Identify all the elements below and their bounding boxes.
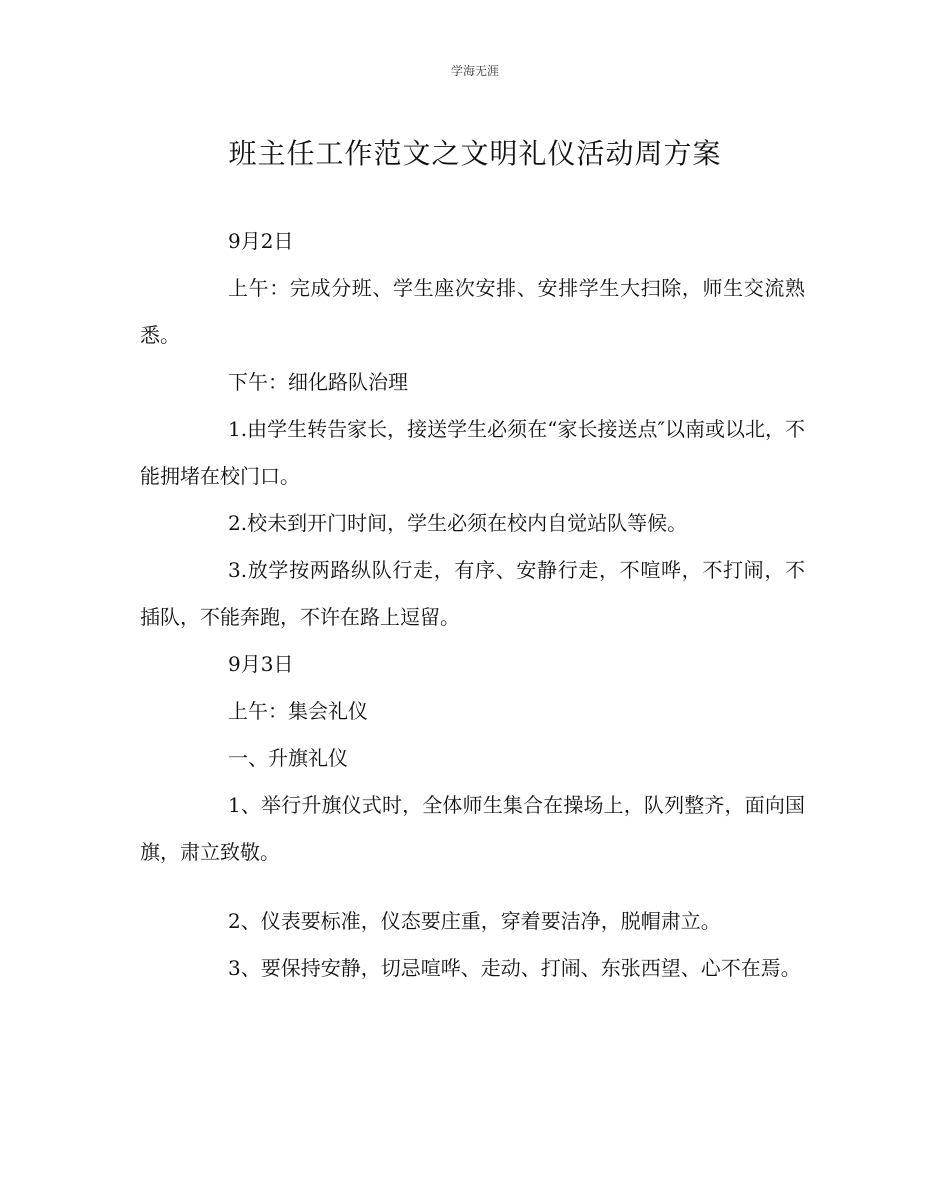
- paragraph: 2、仪表要标准，仪态要庄重，穿着要洁净，脱帽肃立。: [228, 909, 721, 933]
- paragraph: 上午：完成分班、学生座次安排、安排学生大扫除，师生交流熟悉。: [140, 276, 805, 347]
- document-body: [140, 218, 805, 992]
- paragraph: 1、举行升旗仪式时，全体师生集合在操场上，队列整齐，面向国旗，肃立致敬。: [140, 793, 805, 864]
- paragraph: 2.校未到开门时间，学生必须在校内自觉站队等候。: [228, 511, 688, 535]
- paragraph-date: 9月2日: [228, 229, 294, 253]
- section-heading: 一、升旗礼仪: [228, 746, 348, 770]
- paragraph-date: 9月3日: [228, 652, 294, 676]
- paragraph: 上午：集会礼仪: [228, 699, 368, 723]
- paragraph: 3、要保持安静，切忌喧哗、走动、打闹、东张西望、心不在焉。: [228, 956, 801, 980]
- paragraph: 下午：细化路队治理: [228, 370, 408, 394]
- paragraph: 1.由学生转告家长，接送学生必须在“家长接送点″以南或以北，不能拥堵在校门口。: [140, 417, 805, 488]
- paragraph: 3.放学按两路纵队行走，有序、安静行走，不喧哗，不打闹，不插队，不能奔跑，不许在路上逗留。: [140, 558, 805, 629]
- document-title: 班主任工作范文之文明礼仪活动周方案: [228, 137, 722, 170]
- page-header: 学海无涯: [450, 64, 499, 78]
